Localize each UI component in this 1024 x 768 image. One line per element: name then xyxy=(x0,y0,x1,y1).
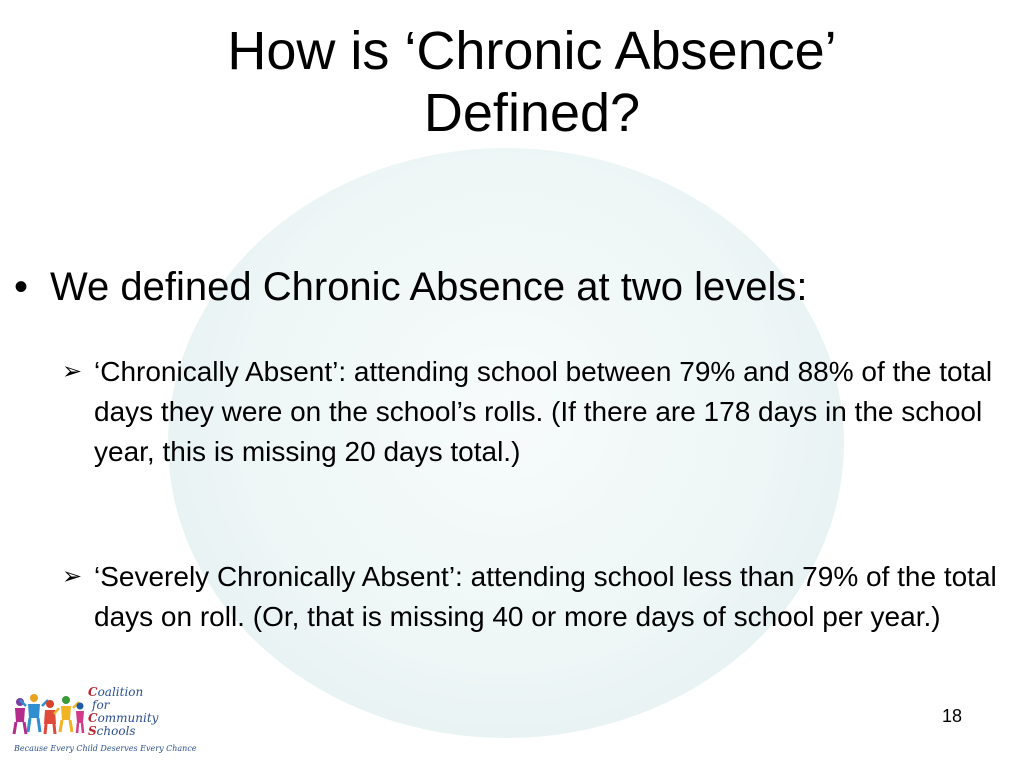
logo-cap-c: C xyxy=(88,685,98,699)
sub-bullet-text: ‘Severely Chronically Absent’: attending school less than 79% of the total days on roll. (Or, that is missing 40 or more days of school per year.) xyxy=(94,561,997,632)
page-number: 18 xyxy=(941,706,962,726)
logo-wordmark xyxy=(88,686,178,738)
main-bullet-text: We defined Chronic Absence at two levels: xyxy=(50,265,808,309)
logo-word-for: for xyxy=(92,698,110,712)
title-line-1: How is ‘Chronic Absence’ xyxy=(227,21,837,81)
sub-bullet-chronically-absent xyxy=(62,352,1002,472)
sub-bullet-severely-chronically-absent xyxy=(62,557,1002,637)
coalition-logo xyxy=(12,685,197,762)
logo-cap-s: S xyxy=(88,724,97,738)
logo-tagline: Because Every Child Deserves Every Chance xyxy=(14,744,197,753)
logo-word-community: ommunity xyxy=(97,711,159,725)
arrow-bullet-icon: ➢ xyxy=(62,358,83,385)
arrow-bullet-icon: ➢ xyxy=(62,563,83,590)
sub-bullet-text: ‘Chronically Absent’: attending school between 79% and 88% of the total days they were on the school’s rolls. (If there are 178 days in the school year, this is missing 20 days total.) xyxy=(94,356,993,467)
children-figures-icon xyxy=(12,690,88,736)
bullet-dot-icon: • xyxy=(14,265,29,309)
logo-word-schools: chools xyxy=(96,724,136,738)
slide-title xyxy=(0,20,1024,144)
logo-cap-c2: C xyxy=(88,711,98,725)
main-bullet xyxy=(14,262,1004,312)
logo-word-coalition: oalition xyxy=(97,685,144,699)
title-line-2: Defined? xyxy=(423,83,641,143)
